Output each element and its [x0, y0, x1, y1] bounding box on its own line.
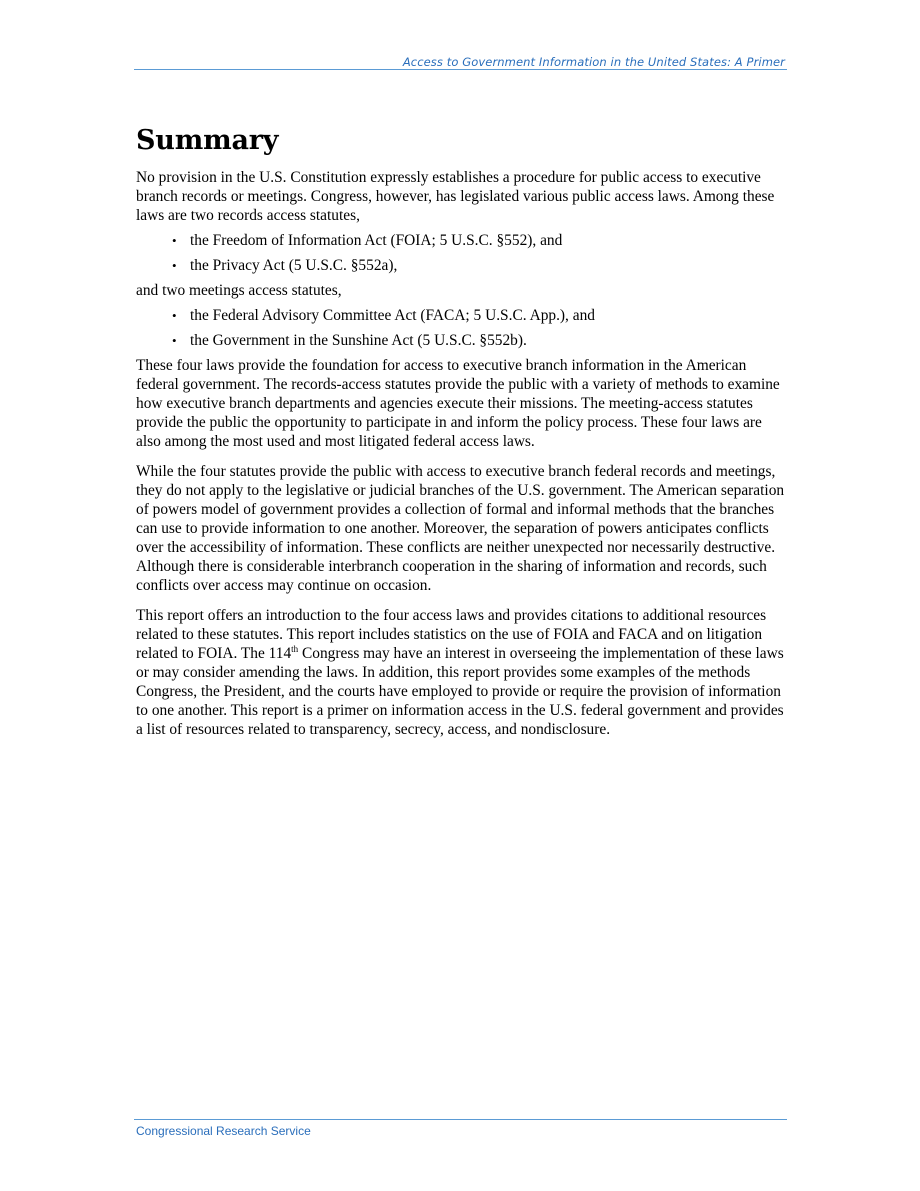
footer-organization: Congressional Research Service [136, 1124, 311, 1138]
records-statutes-list [136, 231, 788, 275]
intro-paragraph: No provision in the U.S. Constitution expressly establishes a procedure for public access to executive branch records or meetings. Congress, however, has legislated various public access laws. Among these laws are two records access statutes, [136, 169, 775, 224]
bullet-icon: • [172, 333, 177, 348]
list-item [136, 256, 788, 275]
separation-of-powers-paragraph: While the four statutes provide the public with access to executive branch federal records and meetings, they do not apply to the legislative or judicial branches of the U.S. government. The American separation of powers model of government provides a collection of formal and informal methods that the branches can use to provide information to one another. Moreover, the separation of powers anticipates conflicts over the accessibility of information. These conflicts are neither unexpected nor necessarily destructive. Although there is considerable interbranch cooperation in the sharing of information and records, such conflicts over access may continue on occasion. [136, 463, 785, 594]
page-footer [134, 1119, 787, 1138]
meetings-statutes-list [136, 306, 788, 350]
list-item [136, 331, 788, 350]
bullet-icon: • [172, 258, 177, 273]
report-overview-text-end: Congress may have an interest in overseeing the implementation of these laws or may consider amending the laws. In addition, this report provides some examples of the methods Congress, the President, and the courts have employed to provide or require the provision of information to one another. This report is a primer on information access in the U.S. federal government and provides a list of resources related to transparency, secrecy, access, and nondisclosure. [136, 645, 784, 738]
list-item [136, 231, 788, 250]
foundation-paragraph: These four laws provide the foundation for access to executive branch information in the American federal government. The records-access statutes provide the public with a variety of methods to examine how executive branch departments and agencies execute their missions. The meeting-access statutes provide the public the opportunity to participate in and inform the policy process. These four laws are also among the most used and most litigated federal access laws. [136, 357, 780, 450]
list-item-text: the Federal Advisory Committee Act (FACA; 5 U.S.C. App.), and [190, 307, 595, 324]
list-item-text: the Government in the Sunshine Act (5 U.S.C. §552b). [190, 332, 527, 349]
bullet-icon: • [172, 233, 177, 248]
section-heading: Summary [136, 125, 279, 156]
list-item-text: the Freedom of Information Act (FOIA; 5 U.S.C. §552), and [190, 232, 563, 249]
meetings-lead-paragraph: and two meetings access statutes, [136, 282, 342, 299]
summary-section [136, 121, 788, 750]
list-item-text: the Privacy Act (5 U.S.C. §552a), [190, 257, 398, 274]
page-header [134, 53, 787, 70]
running-title: Access to Government Information in the United States: A Primer [402, 55, 785, 69]
list-item [136, 306, 788, 325]
bullet-icon: • [172, 308, 177, 323]
ordinal-superscript: th [291, 643, 299, 654]
report-overview-text-start: This report offers an introduction to the four access laws and provides citations to additional resources related to these statutes. This report includes statistics on the use of FOIA and FACA and on litigation related to FOIA. The 114 [136, 607, 767, 662]
report-overview-paragraph [136, 606, 788, 739]
